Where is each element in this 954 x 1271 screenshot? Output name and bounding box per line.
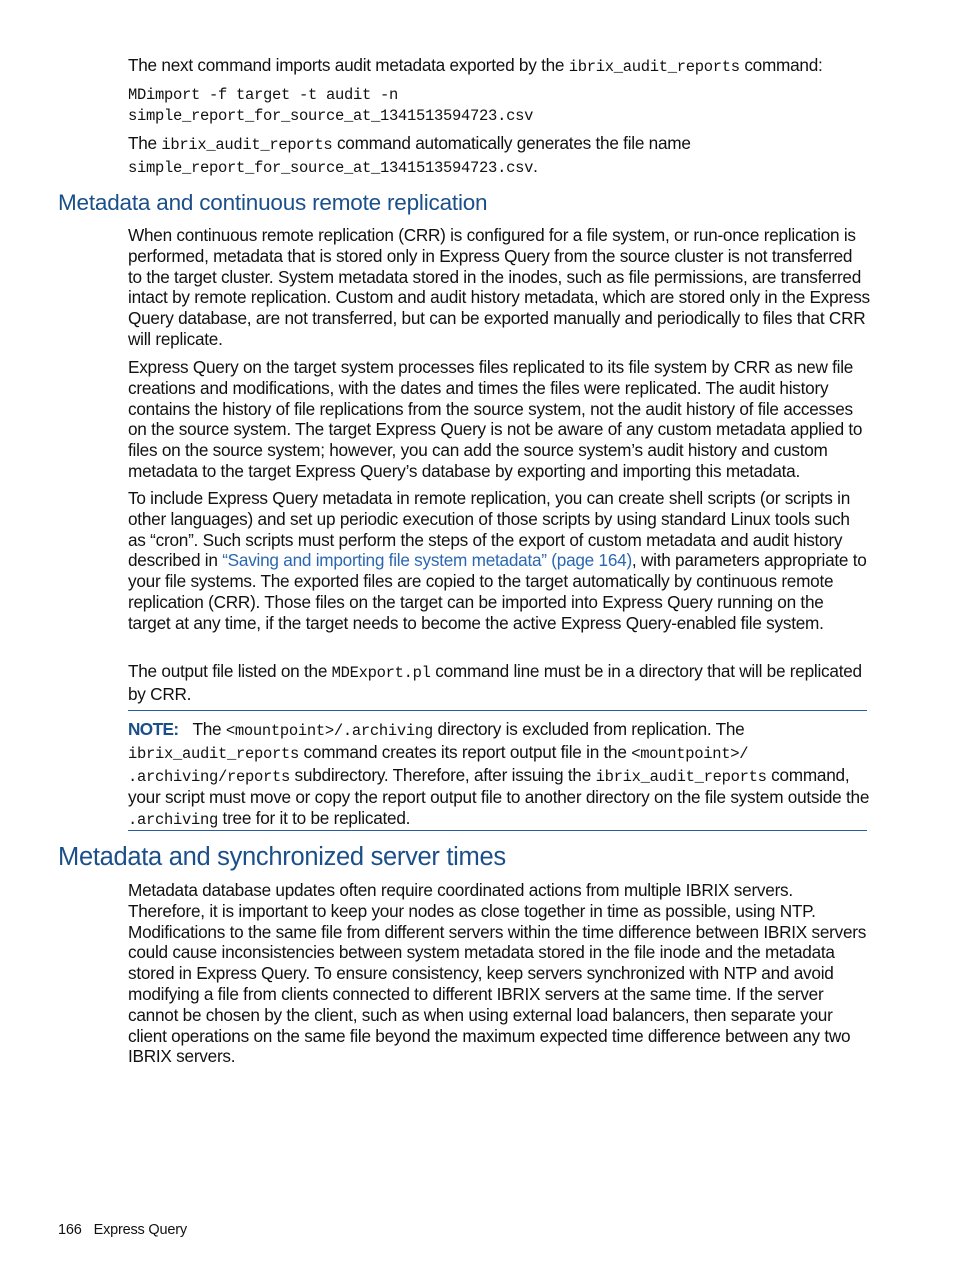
note-box [128, 719, 870, 831]
text-run: The next command imports audit metadata exported by the [128, 55, 569, 75]
text-run: directory is excluded from replication. The [432, 719, 745, 739]
server-times-paragraph: Metadata database updates often require coordinated actions from multiple IBRIX servers. Therefore, it is important to keep your nodes as close together in time as possible, using NTP. Modifications to the same file from different servers within the time difference between IBRIX servers could cause inconsistencies between system metadata stored in the file inode and the metadata stored in Express Query. To ensure consistency, keep servers synchronized with NTP and avoid modifying a file from clients connected to different IBRIX servers at the same time. If the server cannot be chosen by the client, such as when using external load balancers, then separate your client operations on the same file beyond the maximum expected time difference between any two IBRIX servers. [128, 880, 867, 1067]
inline-code: MDExport.pl [331, 664, 431, 682]
text-run: command creates its report output file in the [299, 741, 632, 762]
text-run: . [533, 155, 538, 176]
inline-code: <mountpoint>/.archiving [225, 722, 433, 740]
filename-paragraph [128, 133, 870, 179]
inline-code: ibrix_audit_reports [128, 744, 300, 763]
text-run: subdirectory. Therefore, after issuing the [290, 764, 596, 785]
inline-code: .archiving [128, 811, 219, 830]
code-line: simple_report_for_source_at_1341513594723.csv [128, 107, 534, 125]
note-bottom-rule [128, 830, 867, 831]
chapter-name: Express Query [93, 1222, 187, 1238]
crr-paragraph-1: When continuous remote replication (CRR) is configured for a file system, or run-once replication is performed, metadata that is stored only in Express Query from the source cluster is not transferred to the target cluster. System metadata stored in the inodes, such as file permissions, are transferred intact by remote replication. Custom and audit history metadata, which are stored only in the Express Query database, are not transferred, but can be exported manually and periodically to files that CRR will replicate. [128, 225, 870, 349]
inline-code: simple_report_for_source_at_1341513594723.csv [128, 158, 534, 177]
inline-code: ibrix_audit_reports [595, 767, 767, 786]
crr-paragraph-2: Express Query on the target system processes files replicated to its file system by CRR as new file creations and modifications, with the dates and times the files were replicated. The audit history contains the history of file replications from the source system, not the audit history of file accesses on the source system. The target Express Query is not be aware of any custom metadata applied to files on the source system; however, you can add the source system’s audit history and custom metadata to the target Express Query’s database by exporting and importing this metadata. [128, 357, 863, 481]
text-run: tree for it to be replicated. [218, 808, 411, 829]
cross-reference-link[interactable]: “Saving and importing file system metadata” (page 164) [222, 550, 632, 571]
intro-paragraph [128, 55, 870, 78]
page-number: 166 [58, 1222, 82, 1238]
code-block [128, 85, 533, 127]
text-run: command: [739, 55, 823, 75]
text-run: The [128, 133, 162, 153]
text-run: To include Express Query metadata in remote replication, you can create shell scripts (or scripts in other languages) and set up periodic execution of those scripts by using standard Linux tools such as “cron”. Such scripts must perform the steps of the export of custom metadata and audit history described in [128, 488, 851, 571]
code-line: MDimport -f target -t audit -n [128, 86, 399, 104]
inline-code: ibrix_audit_reports [568, 58, 740, 76]
text-run: command, your script must move or copy the report output file to another directory on the file system outside the [128, 764, 870, 808]
section-heading-remote-replication: Metadata and continuous remote replication [58, 190, 488, 215]
text-run: The output file listed on the [128, 661, 332, 681]
section-heading-server-times: Metadata and synchronized server times [58, 843, 506, 871]
inline-code: <mountpoint>/ [631, 744, 749, 763]
inline-code: ibrix_audit_reports [161, 136, 333, 154]
text-run: The [192, 719, 226, 739]
text-run: command line must be in a directory that will be replicated by CRR. [128, 661, 862, 704]
crr-paragraph-4 [128, 661, 870, 705]
crr-paragraph-3 [128, 488, 870, 634]
inline-code: .archiving/reports [128, 767, 291, 786]
text-run: command automatically generates the file name [332, 133, 691, 153]
note-top-rule [128, 710, 867, 711]
text-run: , with parameters appropriate to your file systems. The exported files are copied to the target automatically by continuous remote replication (CRR). Those files on the target can be imported into Express Query running on the target at any time, if the target needs to become the active Express Query-enabled file system. [128, 550, 867, 633]
page-footer [58, 1222, 187, 1238]
note-label: NOTE: [128, 719, 179, 739]
